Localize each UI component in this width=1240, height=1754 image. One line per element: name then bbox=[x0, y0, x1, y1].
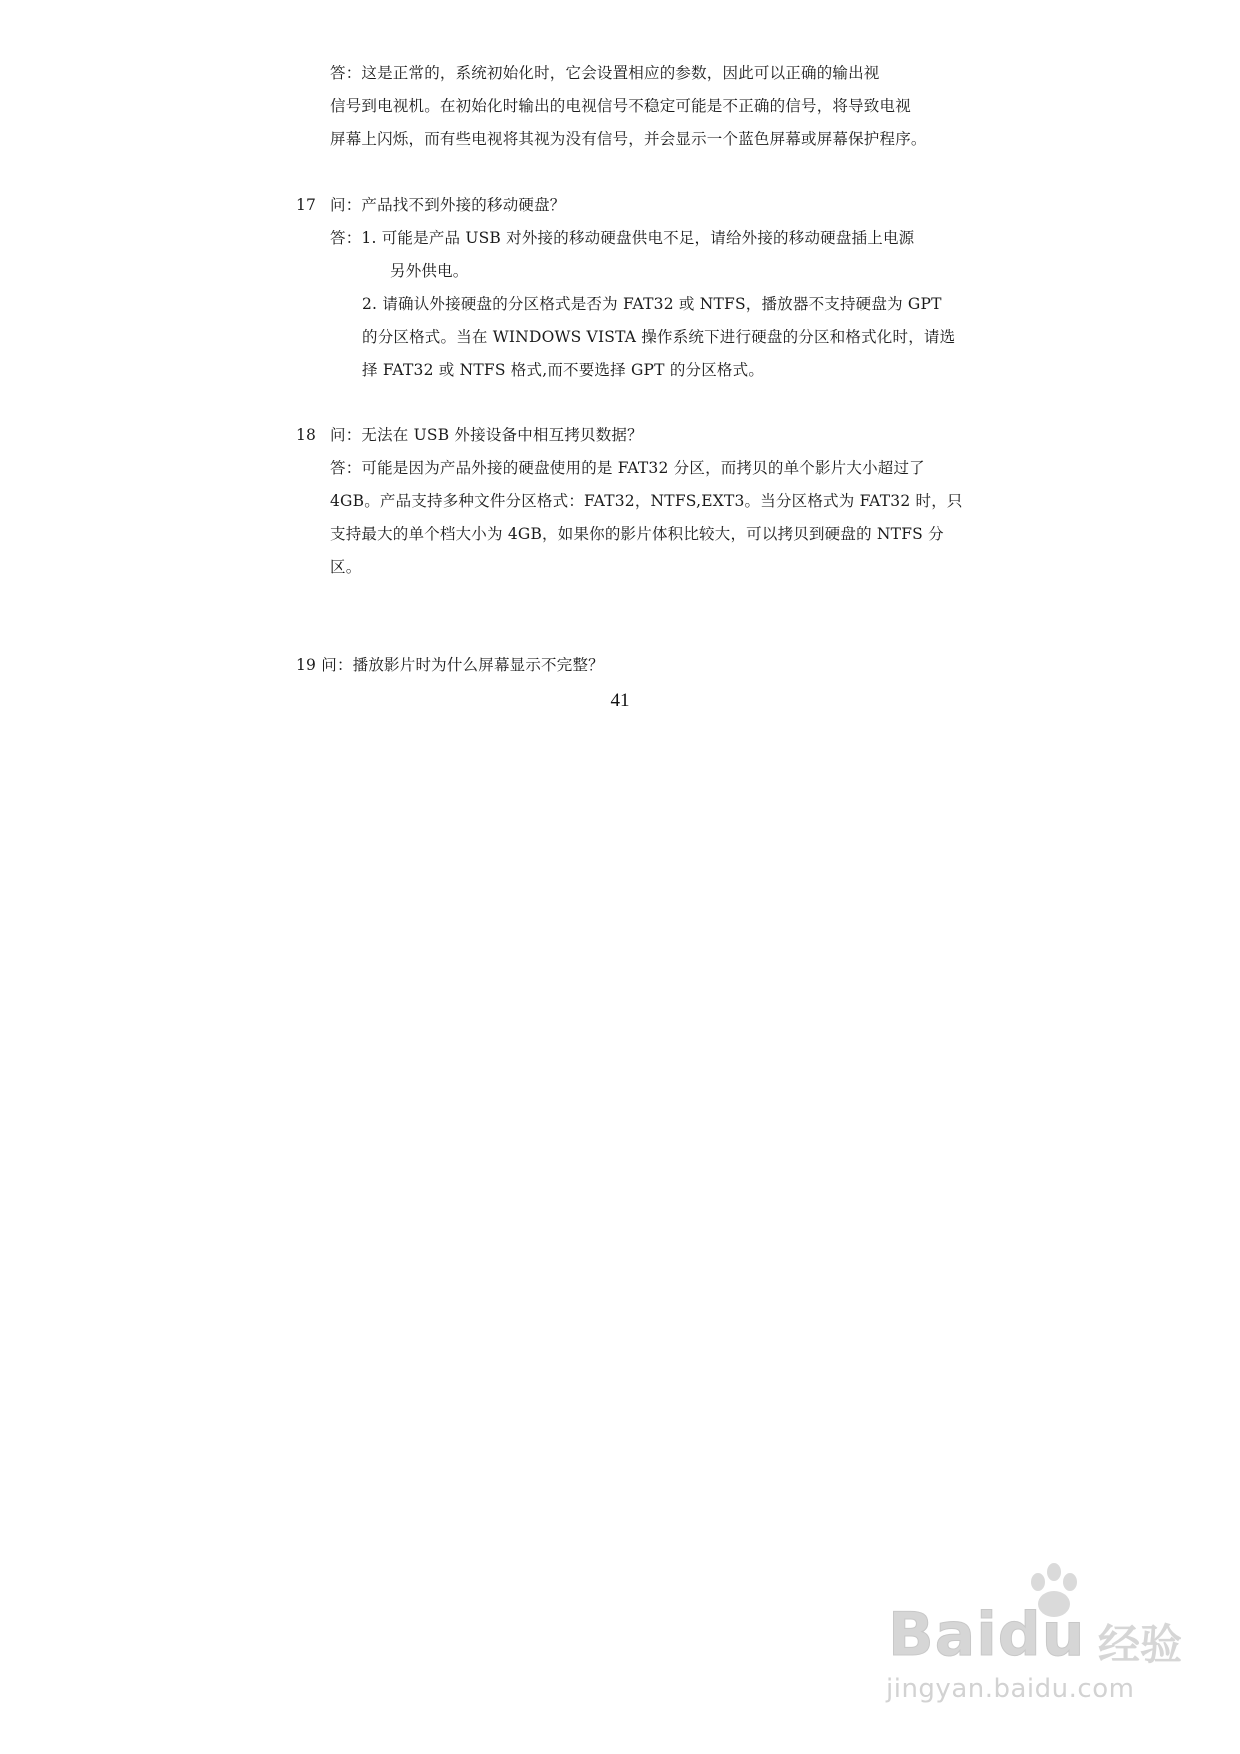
q17-answer-line-5: 择 FAT32 或 NTFS 格式,而不要选择 GPT 的分区格式。 bbox=[362, 361, 765, 379]
watermark-suffix: 经验 bbox=[1098, 1620, 1183, 1669]
q18-answer-line-4: 区。 bbox=[330, 558, 362, 576]
q18-answer-line-2: 4GB。产品支持多种文件分区格式：FAT32，NTFS,EXT3。当分区格式为 FAT32 时，只 bbox=[330, 492, 963, 510]
q18-number: 18 bbox=[296, 426, 317, 444]
q18-question: 问：无法在 USB 外接设备中相互拷贝数据？ bbox=[330, 426, 643, 444]
q17-answer-line-4: 的分区格式。当在 WINDOWS VISTA 操作系统下进行硬盘的分区和格式化时，请选 bbox=[362, 328, 956, 346]
q17-question: 问：产品找不到外接的移动硬盘？ bbox=[330, 196, 566, 214]
page-number: 41 bbox=[610, 690, 630, 711]
intro-line-2: 信号到电视机。在初始化时输出的电视信号不稳定可能是不正确的信号，将导致电视 bbox=[330, 97, 911, 115]
q19-question: 19 问：播放影片时为什么屏幕显示不完整？ bbox=[296, 656, 604, 674]
intro-line-3: 屏幕上闪烁，而有些电视将其视为没有信号，并会显示一个蓝色屏幕或屏幕保护程序。 bbox=[330, 130, 927, 148]
watermark-logo: Baidu bbox=[888, 1600, 1086, 1670]
watermark-url: jingyan.baidu.com bbox=[886, 1674, 1135, 1704]
q18-answer-line-3: 支持最大的单个档大小为 4GB，如果你的影片体积比较大，可以拷贝到硬盘的 NTFS 分 bbox=[330, 525, 944, 543]
q17-answer-line-3: 2. 请确认外接硬盘的分区格式是否为 FAT32 或 NTFS，播放器不支持硬盘为 GPT bbox=[362, 295, 942, 313]
intro-line-1: 答：这是正常的，系统初始化时，它会设置相应的参数，因此可以正确的输出视 bbox=[330, 64, 880, 82]
q17-answer-line-1: 答：1. 可能是产品 USB 对外接的移动硬盘供电不足，请给外接的移动硬盘插上电源 bbox=[330, 229, 915, 247]
q17-answer-line-2: 另外供电。 bbox=[390, 262, 469, 280]
q17-number: 17 bbox=[296, 196, 317, 214]
q18-answer-line-1: 答：可能是因为产品外接的硬盘使用的是 FAT32 分区，而拷贝的单个影片大小超过了 bbox=[330, 459, 925, 477]
baidu-watermark bbox=[880, 1560, 1200, 1710]
